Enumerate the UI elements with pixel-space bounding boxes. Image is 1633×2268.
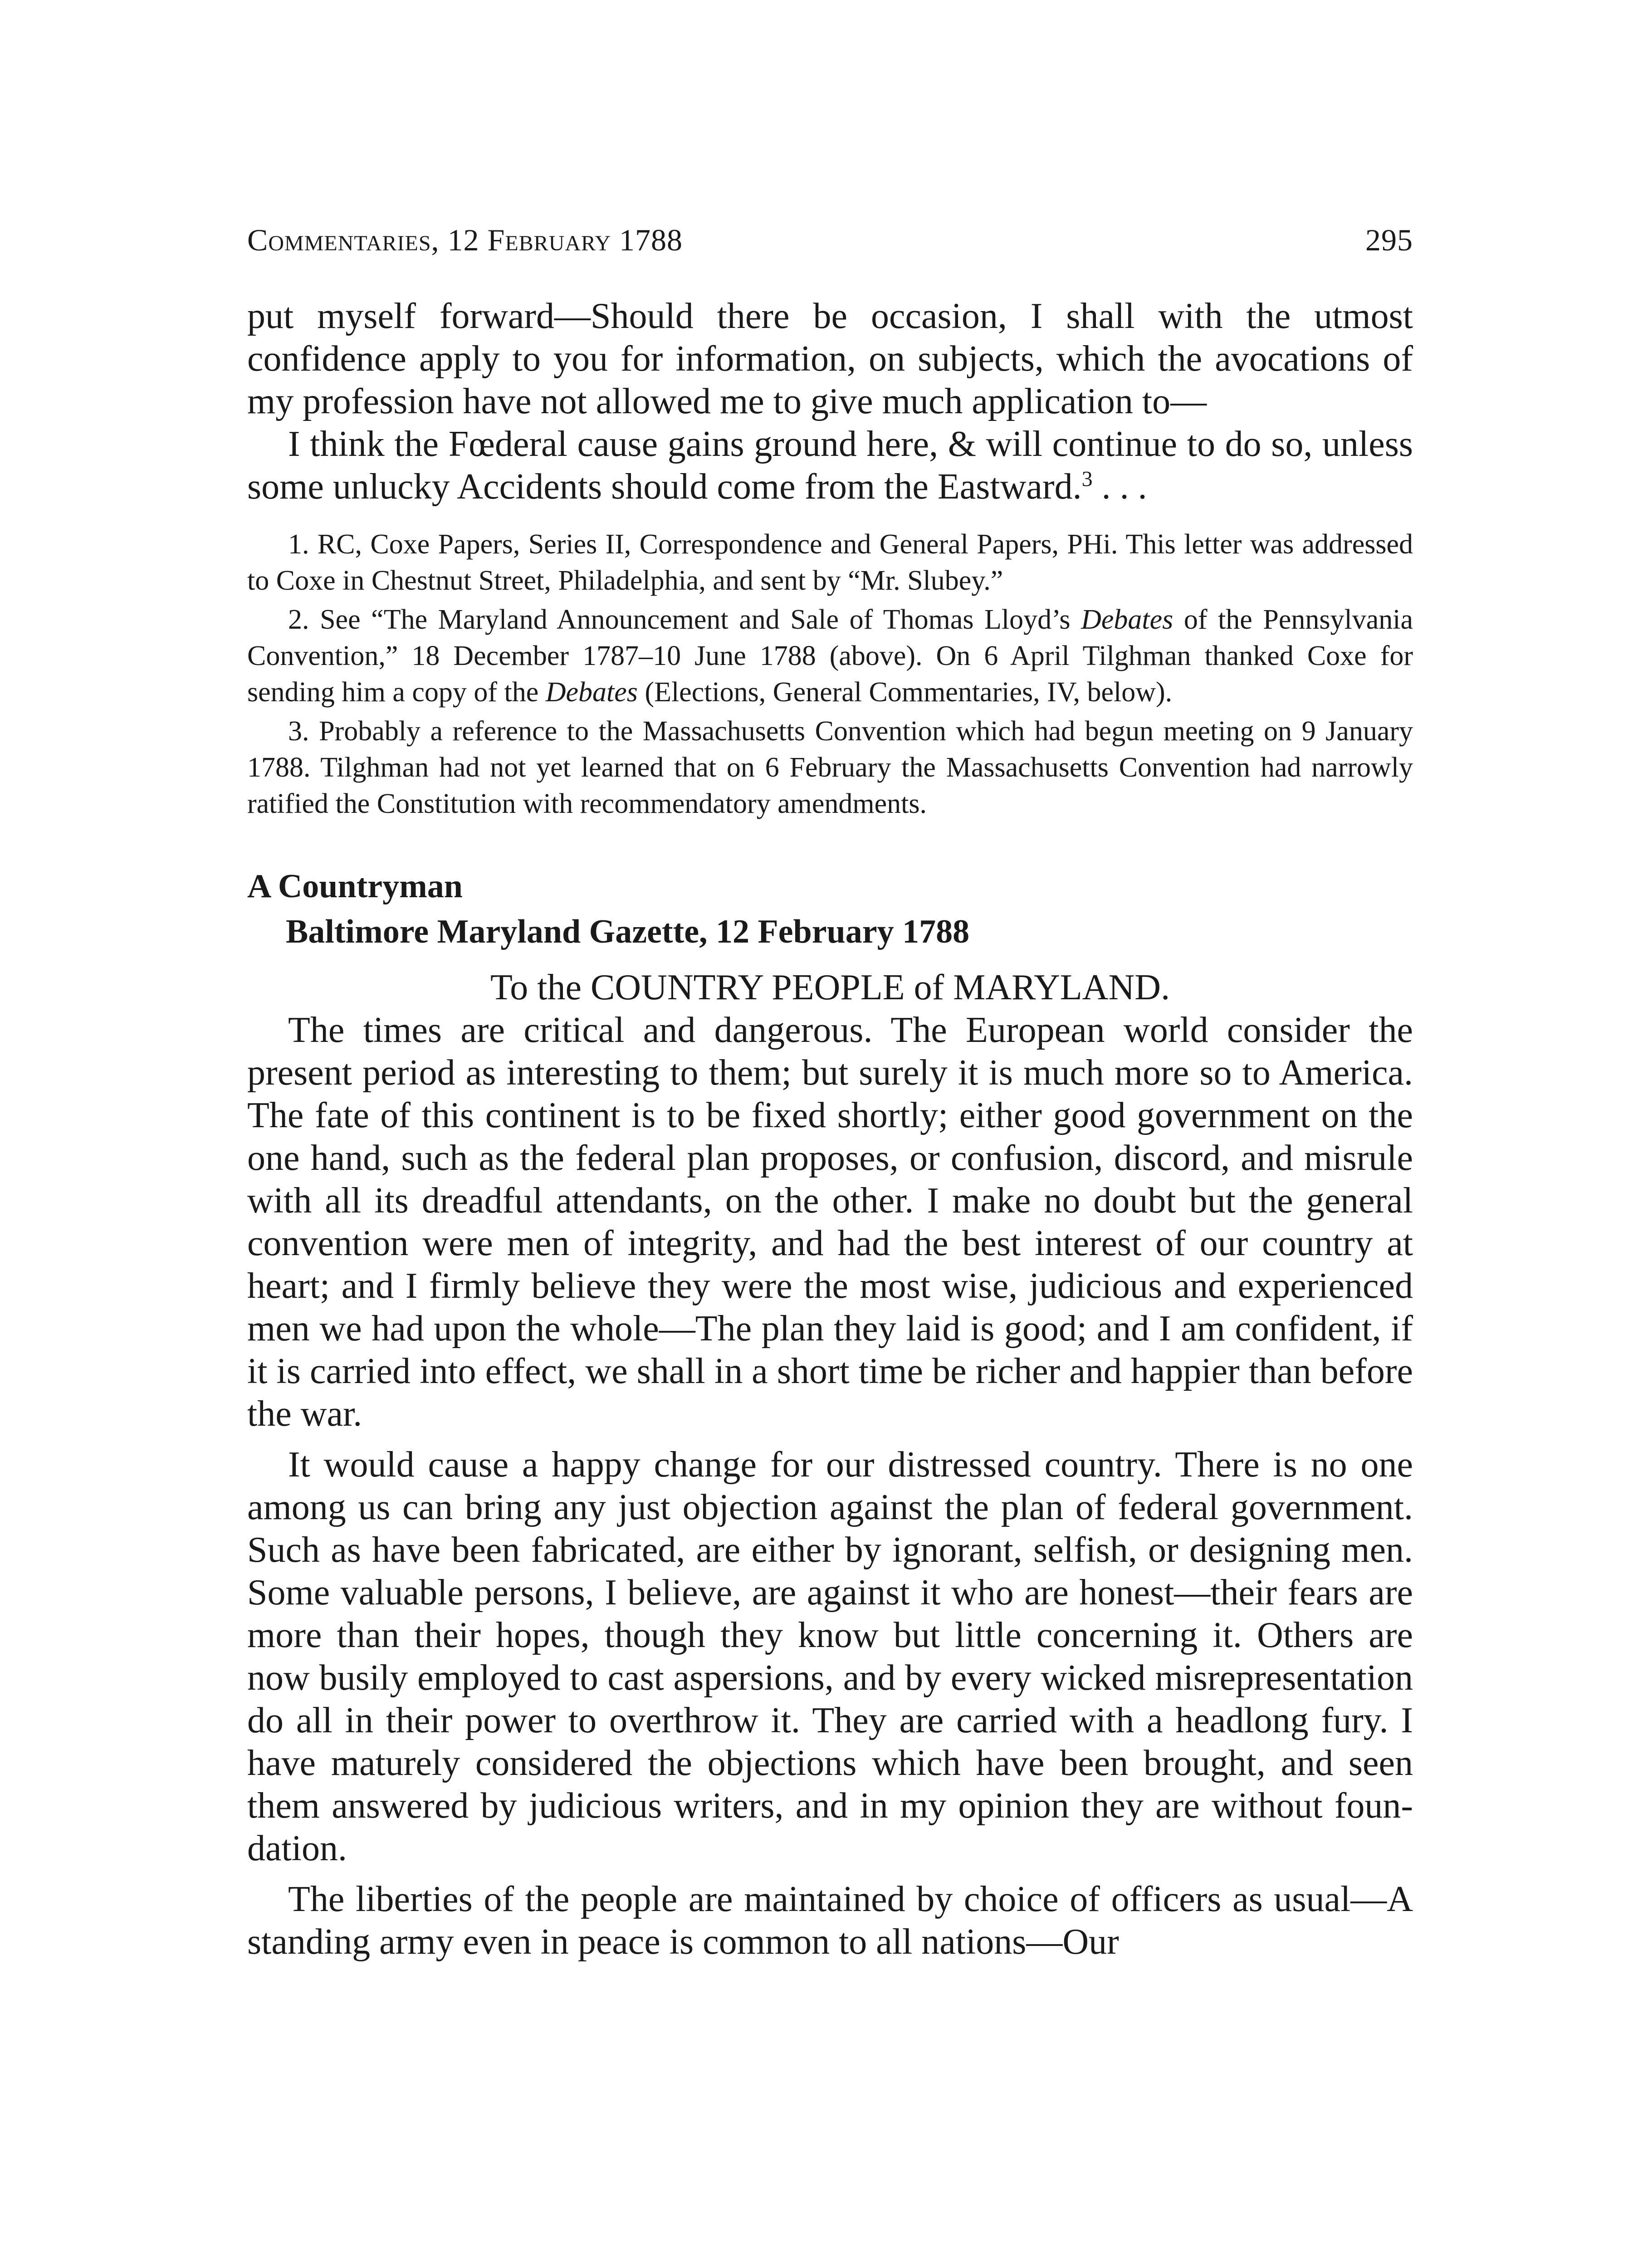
footnote-2-italic-2: Debates [545,677,638,708]
footnote-3: 3. Probably a reference to the Massachusetts Convention which had begun meeting on 9 January 1788. Tilghman had not yet learned that on 6 February the Massachusetts Convention had narrowly ratified the Constitution with recommendatory amendments. [247,716,1413,819]
footnote-1: 1. RC, Coxe Papers, Series II, Correspondence and General Papers, PHi. This letter was addressed to Coxe in Chestnut Street, Philadelphia, and sent by “Mr. Slubey.” [247,529,1413,596]
running-head [247,222,1413,272]
running-head-title: Commentaries, 12 February 1788 [247,223,683,257]
article-paragraph-3: The liberties of the people are maintained by choice of officers as usual—A standing army even in peace is common to all nations—Our [247,1879,1413,1962]
continuation-paragraph-2-text: I think the Fœderal cause gains ground here, & will continue to do so, unless some unlucky Accidents should come from the Eastward. [247,424,1413,507]
article-heading [247,864,1413,954]
article-author: A Countryman [247,868,463,905]
footnote-2-part-1: 2. See “The Maryland Announcement and Sale of Thomas Lloyd’s [288,604,1081,635]
footnote-2-part-3: (Elections, General Commentaries, IV, below). [637,677,1173,708]
continuation-paragraph-2 [247,423,1413,508]
article-paragraph-1: The times are critical and dangerous. The European world consider the present period as interesting to them; but surely it is much more so to America. The fate of this continent is to be fixed shortly; either good government on the one hand, such as the federal plan proposes, or confusion, discord, and misrule with all its dreadful attendants, on the other. I make no doubt but the general convention were men of integrity, and had the best interest of our country at heart; and I firmly believe they were the most wise, judicious and experienced men we had upon the whole—The plan they laid is good; and I am confident, if it is carried into effect, we shall in a short time be richer and happier than before the war. [247,1010,1413,1434]
document-page [247,222,1413,1963]
article-source: Baltimore Maryland Gazette, 12 February 1788 [286,913,970,950]
continuation-paragraph-1: put myself forward—Should there be occasion, I shall with the utmost confidence apply to you for information, on subjects, which the avocations of my profession have not allowed me to give much application to— [247,296,1413,421]
footnote-ref-3: 3 [1081,467,1093,491]
article-address: To the COUNTRY PEOPLE of MARYLAND. [490,968,1170,1007]
footnotes [247,526,1413,822]
footnote-2-part-2: of the Pennsylvania Convention,” 18 December 1787–10 June 1788 (above). On 6 April Tilghman thanked Coxe for sending him a copy of the [247,604,1413,708]
continuation-ellipsis: . . . [1092,467,1147,507]
footnote-2-italic-1: Debates [1081,604,1173,635]
article-paragraph-2: It would cause a happy change for our distressed country. There is no one among us can bring any just objection against the plan of federal government. Such as have been fabricated, are either by ignorant, selfish, or designing men. Some valuable persons, I believe, are against it who are honest—their fears are more than their hopes, though they know but little concerning it. Others are now busily employed to cast aspersions, and by every wicked misrepresentation do all in their power to overthrow it. They are carried with a headlong fury. I have maturely considered the objections which have been brought, and seen them answered by judicious writers, and in my opinion they are without foundation. [247,1445,1413,1868]
footnote-2 [247,601,1413,710]
page-number: 295 [1365,223,1413,257]
